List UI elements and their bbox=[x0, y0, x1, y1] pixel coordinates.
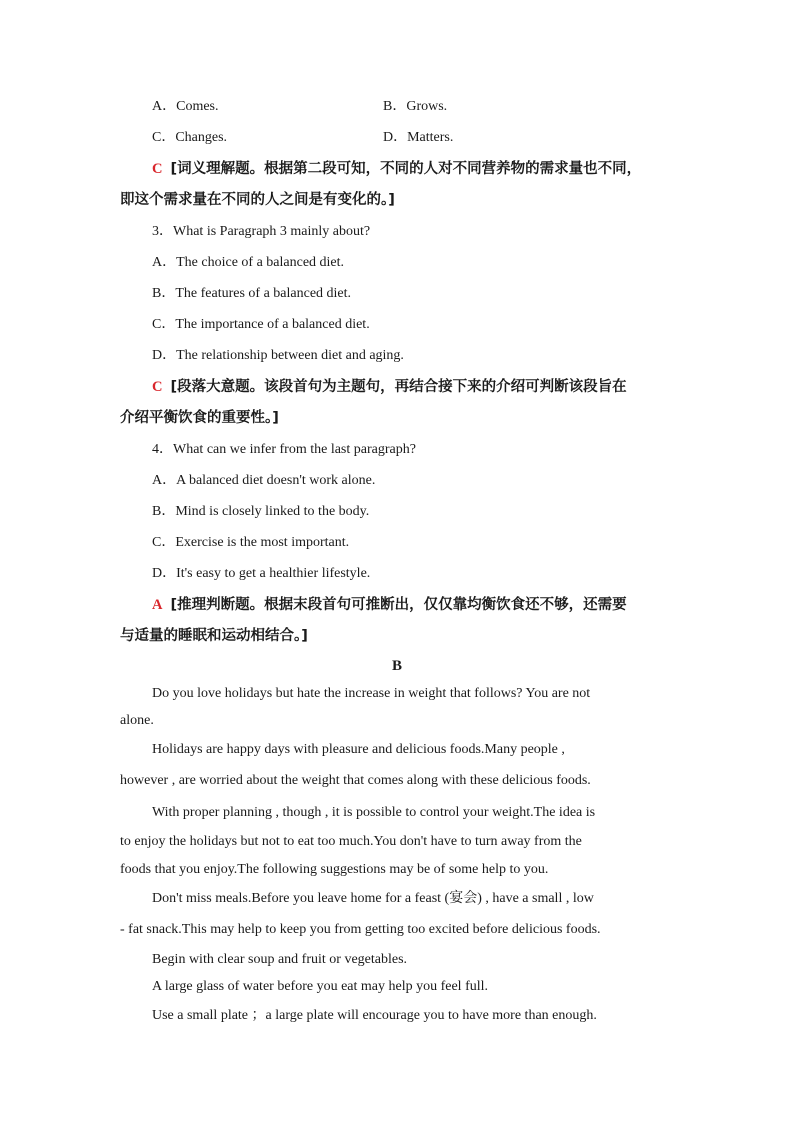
q2-option-a: A．Comes. bbox=[152, 99, 219, 114]
passage-line: foods that you enjoy.The following suggestions may be of some help to you. bbox=[120, 862, 549, 877]
q3-explanation-line1: [段落大意题。该段首句为主题句，再结合接下来的介绍可判断该段旨在 bbox=[170, 379, 627, 395]
passage-line: A large glass of water before you eat may help you feel full. bbox=[152, 979, 489, 994]
q3-stem: 3．What is Paragraph 3 mainly about? bbox=[152, 224, 371, 239]
q3-answer bbox=[152, 377, 627, 397]
q3-answer-key: C bbox=[152, 379, 163, 395]
q4-stem: 4．What can we infer from the last paragraph? bbox=[152, 442, 416, 457]
passage-line: With proper planning , though , it is possible to control your weight.The idea is bbox=[152, 805, 596, 820]
passage-line: Do you love holidays but hate the increase in weight that follows? You are not bbox=[152, 686, 591, 701]
q2-option-b: B．Grows. bbox=[383, 99, 448, 114]
q4-option-c: C．Exercise is the most important. bbox=[152, 535, 350, 550]
passage-heading: B bbox=[391, 658, 402, 674]
passage-line: Holidays are happy days with pleasure and delicious foods.Many people , bbox=[152, 742, 565, 757]
passage-line: to enjoy the holidays but not to eat too much.You don't have to turn away from the bbox=[120, 834, 582, 849]
q2-answer bbox=[152, 159, 641, 179]
q4-option-b: B．Mind is closely linked to the body. bbox=[152, 504, 370, 519]
passage-line: alone. bbox=[120, 713, 154, 728]
q3-option-c: C．The importance of a balanced diet. bbox=[152, 317, 370, 332]
q4-explanation-line2: 与适量的睡眠和运动相结合。] bbox=[120, 628, 308, 644]
passage-line: - fat snack.This may help to keep you from getting too excited before delicious foods. bbox=[120, 922, 601, 937]
q2-explanation-line2: 即这个需求量在不同的人之间是有变化的。] bbox=[120, 192, 395, 208]
q3-option-b: B．The features of a balanced diet. bbox=[152, 286, 352, 301]
q2-explanation-line1: [词义理解题。根据第二段可知，不同的人对不同营养物的需求量也不同， bbox=[170, 161, 642, 177]
q2-option-d: D．Matters. bbox=[383, 130, 454, 145]
q4-option-d: D．It's easy to get a healthier lifestyle. bbox=[152, 566, 371, 581]
q3-option-d: D．The relationship between diet and aging. bbox=[152, 348, 404, 363]
q2-answer-key: C bbox=[152, 161, 163, 177]
passage-line: Don't miss meals.Before you leave home for a feast (宴会) , have a small , low bbox=[152, 891, 594, 906]
q4-option-a: A．A balanced diet doesn't work alone. bbox=[152, 473, 376, 488]
q3-option-a: A．The choice of a balanced diet. bbox=[152, 255, 345, 270]
q2-option-c: C．Changes. bbox=[152, 130, 228, 145]
passage-line: however , are worried about the weight that comes along with these delicious foods. bbox=[120, 773, 591, 788]
q3-explanation-line2: 介绍平衡饮食的重要性。] bbox=[120, 410, 279, 426]
passage-line: Use a small plate ；a large plate will encourage you to have more than enough. bbox=[152, 1008, 597, 1023]
passage-line: Begin with clear soup and fruit or vegetables. bbox=[152, 952, 408, 967]
q4-answer-key: A bbox=[152, 597, 163, 613]
q4-answer bbox=[152, 595, 627, 615]
q4-explanation-line1: [推理判断题。根据末段首句可推断出，仅仅靠均衡饮食还不够，还需要 bbox=[170, 597, 627, 613]
